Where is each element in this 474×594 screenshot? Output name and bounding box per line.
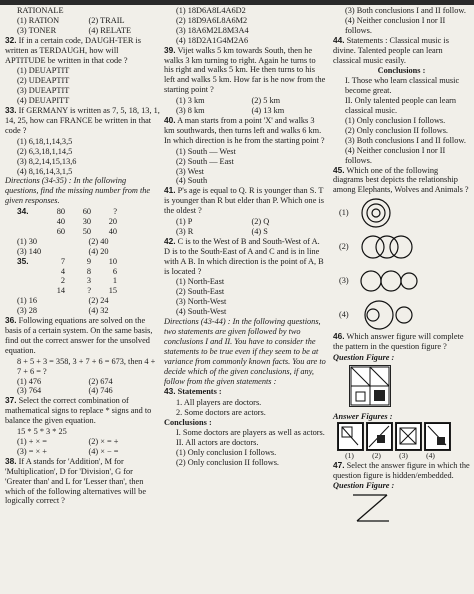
conclusion: I. Some doctors are players as well as actors.	[176, 428, 325, 438]
option: (1) 476	[17, 376, 42, 386]
option: (3) TONER	[17, 25, 57, 35]
grid-cell: 30	[82, 217, 91, 227]
grid-cell: 6	[112, 266, 117, 276]
q35-options	[5, 296, 160, 316]
option: (2) TRAIL	[88, 15, 125, 25]
option-label: (1)	[339, 208, 349, 218]
contained-circles-icon	[359, 299, 415, 331]
question-text: If GERMANY is written as 7, 5, 18, 13, 1, 14, 25, how can FRANCE be written in that code ?	[5, 106, 160, 135]
option: (1) + × =	[17, 436, 47, 446]
question-number: 37.	[5, 395, 17, 406]
conclusion: I. Those who learn classical music become great.	[345, 76, 460, 96]
question-36	[5, 316, 160, 356]
question-text: P's age is equal to Q. R is younger than S. T is younger than R but elder than P. Which one is the oldest ?	[164, 186, 324, 216]
option: (3) West	[176, 166, 204, 176]
option: (4) Neither conclusion I nor II follows.	[345, 145, 446, 165]
conclusions-label: Conclusions :	[164, 418, 212, 428]
option: (2) Only conclusion II follows.	[176, 457, 280, 467]
option: (1) DEUAPTIT	[17, 66, 70, 76]
option: (1) South — West	[176, 146, 236, 156]
option: (3) 8,2,14,15,13,6	[17, 156, 77, 166]
question-number: 43.	[164, 386, 176, 397]
option: (1) North-East	[176, 277, 225, 287]
option: (3) Both conclusions I and II follow.	[345, 135, 466, 145]
question-figure	[349, 365, 391, 407]
grid-cell: 7	[60, 256, 65, 266]
option: (2) Only conclusion II follows.	[345, 125, 449, 135]
conclusions-label: Conclusions :	[377, 66, 426, 76]
option: (2) 40	[88, 236, 109, 246]
option: (3) Both conclusions I and II follow.	[345, 6, 466, 15]
option: (4) S	[251, 226, 268, 236]
question-46	[333, 332, 470, 352]
option: (4) 8,16,14,3,1,5	[17, 166, 73, 176]
option-label: (3)	[399, 450, 408, 460]
question-text: If in a certain code, DAUGH-TER is written as TERDAUGH, how will APTITUDE be written in that code ?	[5, 35, 141, 65]
question-33	[5, 106, 160, 136]
option: (3) 140	[17, 246, 42, 256]
answer-figure-icon	[337, 422, 364, 451]
question-number: 39.	[164, 44, 176, 55]
question-number: 41.	[164, 185, 176, 196]
question-44	[333, 36, 470, 66]
q45-option-3	[333, 264, 470, 298]
question-41	[164, 186, 327, 216]
q34-grid-row	[5, 207, 160, 217]
option: (1) 30	[17, 236, 38, 246]
equation: 15 * 5 * 3 * 25	[17, 427, 67, 437]
directions-34-35: Directions (34-35) : In the following questions, find the missing number from the given responses.	[5, 176, 151, 206]
question-number: 35.	[17, 255, 29, 266]
question-number: 32.	[5, 34, 17, 45]
grid-cell: 14	[56, 286, 65, 296]
option-label: (4)	[339, 310, 349, 320]
option: (4) 13 km	[251, 106, 285, 116]
overlapping-circles-icon	[359, 231, 415, 263]
q35-grid-row	[5, 276, 160, 286]
option: (2) Q	[251, 217, 270, 227]
option: (3) R	[176, 226, 194, 236]
option-label: (2)	[339, 242, 349, 252]
concentric-circles-icon	[359, 197, 393, 229]
option: (4) 746	[88, 386, 113, 396]
option: (3) = × +	[17, 446, 47, 456]
question-39	[164, 46, 327, 96]
answer-figure-icon	[366, 422, 393, 451]
option: (3) North-West	[176, 297, 227, 307]
q35-grid-row	[5, 286, 160, 296]
question-number: 34.	[17, 206, 29, 217]
option: (4) DEUAPITT	[17, 96, 70, 106]
q36-options	[5, 377, 160, 397]
question-number: 38.	[5, 455, 17, 466]
equation: 8 + 5 + 3 = 358, 3 + 7 + 6 = 673, then 4 + 7 + 6 = ?	[17, 356, 156, 376]
grid-cell: 10	[108, 256, 117, 266]
question-text: C is to the West of B and South-West of A. D is to the South-East of A and C and is in line with A B. In which direction is the point of A, B is located ?	[164, 236, 324, 276]
q45-option-4	[333, 298, 470, 332]
embedded-figure-icon	[351, 493, 391, 523]
q31-tail-word: RATIONALE	[17, 6, 64, 15]
grid-cell: 4	[60, 266, 65, 276]
option: (2) × = +	[88, 436, 119, 446]
q34-options	[5, 237, 160, 257]
answer-figures	[333, 422, 470, 451]
grid-cell: 2	[60, 276, 65, 286]
option: (1) 6,18,1,14,3,5	[17, 136, 73, 146]
question-figure-label: Question Figure :	[333, 353, 395, 363]
option-label: (4)	[426, 450, 435, 460]
option: (3) 18A6M2L8M3A4	[176, 25, 249, 35]
question-number: 40.	[164, 114, 176, 125]
option: (1) Only conclusion I follows.	[176, 447, 277, 457]
q39-options	[164, 96, 327, 116]
conclusion: II. Only talented people can learn classical music.	[345, 96, 457, 116]
column-3	[333, 6, 470, 523]
question-number: 42.	[164, 235, 176, 246]
answer-figure-icon	[424, 422, 451, 451]
grid-cell: 20	[108, 217, 117, 227]
option: (1) 16	[17, 296, 38, 306]
grid-cell: ?	[87, 286, 91, 296]
option: (3) 28	[17, 306, 38, 316]
q35-grid-row	[5, 257, 160, 267]
question-text: If A stands for 'Addition', M for 'Multiplication', D for 'Division', G for 'Greater than' and L for 'Lesser than', then which of the following alternatives will be logically correct ?	[5, 456, 147, 506]
option: (1) 3 km	[176, 96, 205, 106]
q45-option-2	[333, 230, 470, 264]
question-32	[5, 36, 160, 66]
question-text: Which one of the following diagrams best depicts the relationship among Elephants, Wolves and Animals ?	[333, 165, 469, 195]
option: (4) 32	[88, 306, 109, 316]
grid-cell: 9	[86, 256, 91, 266]
q34-grid-row	[5, 227, 160, 237]
option: (2) 24	[88, 296, 109, 306]
question-text: Statements : Classical music is divine. Talented people can learn classical music easily.	[333, 35, 449, 65]
question-38	[5, 457, 160, 507]
conclusion: II. All actors are doctors.	[176, 437, 259, 447]
answer-figures-label: Answer Figures :	[333, 411, 393, 421]
grid-cell: 80	[56, 207, 65, 217]
pattern-figure-icon	[350, 366, 390, 406]
question-45	[333, 166, 470, 196]
question-text: Select the answer figure in which the question figure is hidden/embedded.	[333, 460, 470, 480]
option: (3) 8 km	[176, 106, 205, 116]
grid-cell: 60	[82, 207, 91, 217]
question-40	[164, 116, 327, 146]
option: (4) 20	[88, 246, 109, 256]
question-text: A man starts from a point 'X' and walks 3 km southwards, then turns left and walks 6 km. In which direction is he from the starting point ?	[164, 115, 325, 145]
question-42	[164, 237, 327, 277]
option: (4) RELATE	[88, 25, 132, 35]
option: (1) P	[176, 217, 193, 227]
option-label: (1)	[345, 450, 354, 460]
option: (2) 674	[88, 376, 113, 386]
option: (2) 5 km	[251, 96, 281, 106]
option: (4) South-West	[176, 307, 227, 317]
question-number: 36.	[5, 315, 17, 326]
answer-figure-labels	[333, 451, 470, 461]
grid-cell: 40	[108, 226, 117, 236]
question-figure-label: Question Figure :	[333, 481, 395, 491]
option: (3) DUEAPTIT	[17, 86, 70, 96]
option: (1) 18D6A8L4A6D2	[176, 6, 246, 15]
option: (2) South — East	[176, 156, 234, 166]
option: (4) Neither conclusion I nor II follows.	[345, 15, 446, 35]
option: (4) South	[176, 176, 208, 186]
option: (1) Only conclusion I follows.	[345, 115, 446, 125]
q45-option-1	[333, 196, 470, 230]
question-number: 47.	[333, 459, 345, 470]
grid-cell: 40	[56, 217, 65, 227]
grid-cell: 3	[86, 276, 91, 286]
column-2	[164, 6, 327, 468]
statements-label: Statements :	[177, 387, 222, 397]
option: (2) South-East	[176, 287, 225, 297]
question-text: Vijet walks 5 km towards South, then he walks 3 km turning to right. Again he turns to his right and walks 5 km. He then turns to his left and walks 5 km. How far is he now from the starting point ?	[164, 45, 326, 95]
grid-cell: 50	[82, 226, 91, 236]
question-text: Select the correct combination of mathematical signs to replace * signs and to balance the given equation.	[5, 396, 152, 426]
statement: 2. Some doctors are actors.	[176, 408, 266, 418]
directions-43-44: Directions (43-44) : In the following questions, two statements are given followed by two conclusions I and II. You have to consider the statements to be true even if they seem to be at variance from commonly known facts. You are to decide which of the given conclusions, if any, follow from the given statements :	[164, 317, 326, 386]
separate-circles-icon	[359, 265, 419, 297]
option: (1) RATION	[17, 15, 60, 25]
question-number: 46.	[333, 331, 345, 342]
q35-grid-row	[5, 267, 160, 277]
question-number: 33.	[5, 105, 17, 116]
option: (4) × − =	[88, 446, 119, 456]
answer-figure-icon	[395, 422, 422, 451]
statement: 1. All players are doctors.	[176, 398, 262, 408]
header-strip	[0, 0, 474, 5]
option: (2) 18D9A6L8A6M2	[176, 15, 248, 25]
q31-options	[5, 16, 160, 36]
column-1	[5, 6, 160, 507]
option: (3) 764	[17, 386, 42, 396]
question-43	[164, 387, 327, 397]
option-label: (3)	[339, 276, 349, 286]
q37-options	[5, 437, 160, 457]
option: (4) 18D2A1G4M2A6	[176, 35, 249, 45]
question-text: Which answer figure will complete the pattern in the question figure ?	[333, 332, 464, 352]
option-label: (2)	[372, 450, 381, 460]
grid-cell: ?	[113, 207, 117, 217]
question-47	[333, 461, 470, 481]
question-number: 44.	[333, 34, 345, 45]
grid-cell: 15	[108, 286, 117, 296]
grid-cell: 1	[112, 276, 117, 286]
q34-grid-row	[5, 217, 160, 227]
option: (2) UDEAPTIT	[17, 76, 70, 86]
question-37	[5, 396, 160, 426]
q41-options	[164, 217, 327, 237]
option: (2) 6,3,18,1,14,5	[17, 146, 73, 156]
question-number: 45.	[333, 164, 345, 175]
question-text: Following equations are solved on the basis of a certain system. On the same basis, find out the correct answer for the unsolved equation.	[5, 316, 153, 355]
grid-cell: 60	[56, 226, 65, 236]
grid-cell: 8	[86, 266, 91, 276]
